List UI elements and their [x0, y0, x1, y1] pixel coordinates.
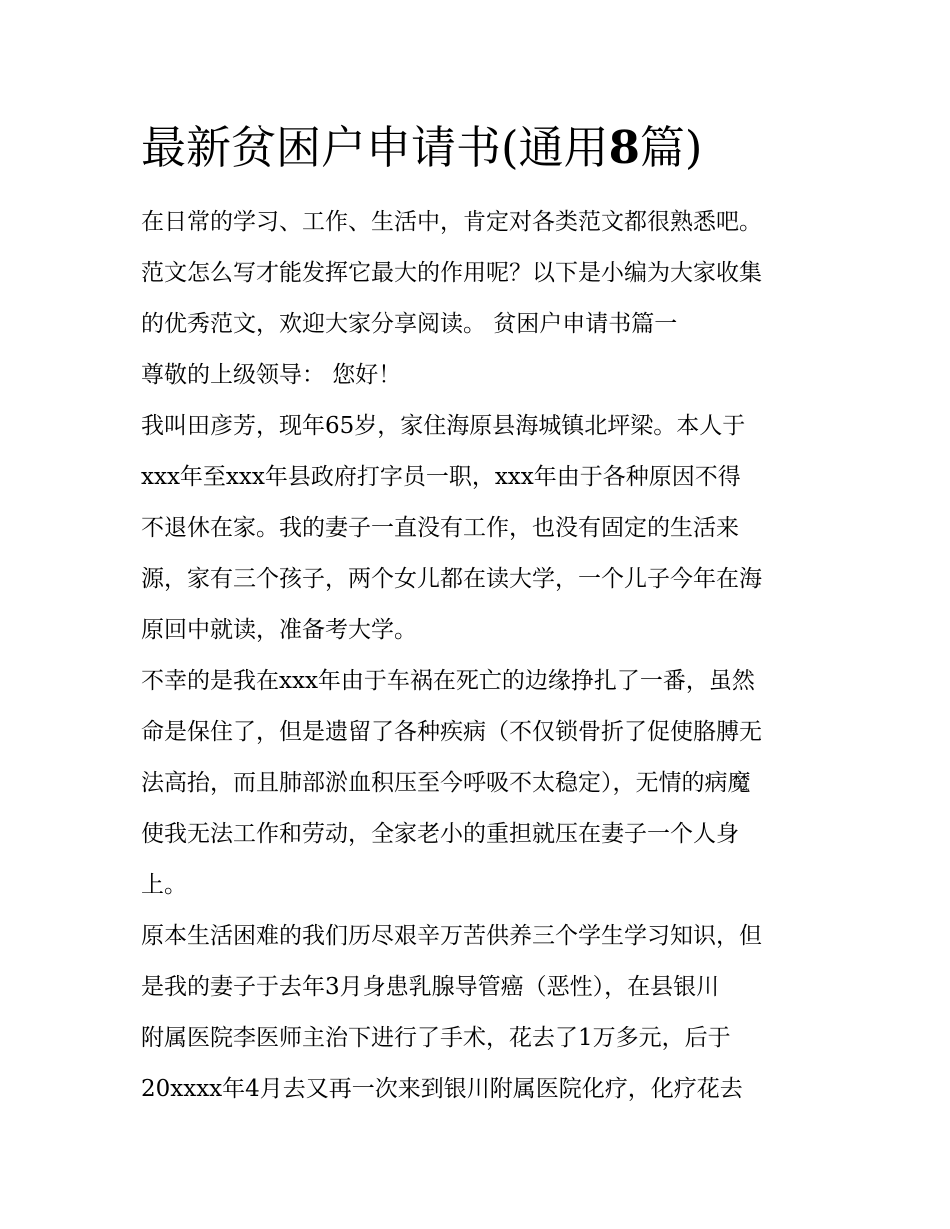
text-line: 不幸的是我在xxx年由于车祸在死亡的边缘挣扎了一番，虽然	[141, 668, 755, 694]
text-line: 的优秀范文，欢迎大家分享阅读。 贫困户申请书篇一	[141, 311, 678, 337]
text-line: 尊敬的上级领导： 您好！	[141, 362, 402, 388]
title-suffix: 篇)	[639, 121, 703, 174]
text-line: 命是保住了，但是遗留了各种疾病（不仅锁骨折了促使胳膊无	[141, 719, 762, 745]
text-line: 上。	[141, 872, 187, 898]
text-line: 在日常的学习、工作、生活中，肯定对各类范文都很熟悉吧。	[141, 209, 762, 235]
text-line: 是我的妻子于去年3月身患乳腺导管癌（恶性），在县银川	[141, 974, 720, 1000]
text-line: xxx年至xxx年县政府打字员一职，xxx年由于各种原因不得	[141, 464, 741, 490]
document-body	[141, 200, 821, 1118]
text-line: 法高抬，而且肺部淤血积压至今呼吸不太稳定），无情的病魔	[141, 770, 751, 796]
text-line: 源，家有三个孩子，两个女儿都在读大学，一个儿子今年在海	[141, 566, 762, 592]
text-line: 原本生活困难的我们历尽艰辛万苦供养三个学生学习知识，但	[141, 923, 762, 949]
text-line: 原回中就读，准备考大学。	[141, 617, 417, 643]
title-number: 8	[608, 121, 640, 174]
text-line: 使我无法工作和劳动，全家老小的重担就压在妻子一个人身	[141, 821, 739, 847]
text-line: 附属医院李医师主治下进行了手术，花去了1万多元，后于	[141, 1025, 731, 1051]
text-line: 不退休在家。我的妻子一直没有工作，也没有固定的生活来	[141, 515, 739, 541]
text-line: 20xxxx年4月去又再一次来到银川附属医院化疗，化疗花去	[141, 1076, 743, 1102]
document-title	[141, 118, 702, 178]
text-line: 范文怎么写才能发挥它最大的作用呢？以下是小编为大家收集	[141, 260, 762, 286]
text-line: 我叫田彦芳，现年65岁，家住海原县海城镇北坪梁。本人于	[141, 413, 746, 439]
title-prefix: 最新贫困户申请书(通用	[141, 121, 609, 174]
